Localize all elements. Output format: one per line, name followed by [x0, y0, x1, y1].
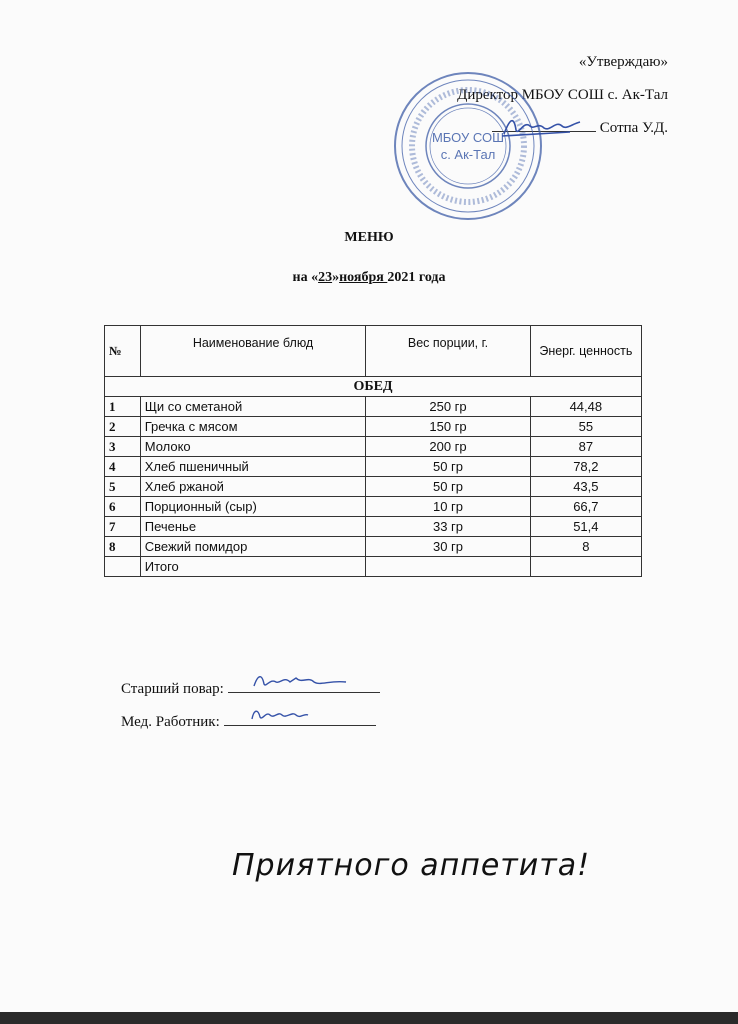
table-header-row: [105, 326, 642, 377]
medic-signature: [248, 703, 312, 725]
cook-signature: [250, 670, 348, 692]
dish-name: Печенье: [140, 517, 366, 537]
energy-value: 66,7: [530, 497, 641, 517]
portion-weight: 10 гр: [366, 497, 530, 517]
table-row: [105, 437, 642, 457]
row-number: 7: [105, 517, 141, 537]
energy-value: 51,4: [530, 517, 641, 537]
section-row: [105, 377, 642, 397]
school-stamp: [392, 70, 544, 222]
row-number: 6: [105, 497, 141, 517]
header-num: №: [105, 326, 141, 377]
portion-weight: 250 гр: [366, 397, 530, 417]
total-cell: [366, 557, 530, 577]
table-row: [105, 497, 642, 517]
director-label: Директор МБОУ СОШ с. Ак-Тал: [457, 87, 668, 103]
row-number: 1: [105, 397, 141, 417]
table-row: [105, 417, 642, 437]
dish-name: Щи со сметаной: [140, 397, 366, 417]
director-signature: [500, 112, 582, 142]
table-row: [105, 517, 642, 537]
portion-weight: 30 гр: [366, 537, 530, 557]
date-day: 23: [318, 270, 333, 285]
portion-weight: 50 гр: [366, 477, 530, 497]
energy-value: 43,5: [530, 477, 641, 497]
dish-name: Гречка с мясом: [140, 417, 366, 437]
table-row: [105, 457, 642, 477]
row-number: 4: [105, 457, 141, 477]
dish-name: Хлеб пшеничный: [140, 457, 366, 477]
section-label: ОБЕД: [105, 377, 642, 397]
dish-name: Порционный (сыр): [140, 497, 366, 517]
medic-label: Мед. Работник:: [121, 714, 220, 730]
table-row: [105, 477, 642, 497]
menu-table: [104, 325, 642, 577]
energy-value: 78,2: [530, 457, 641, 477]
date-prefix: на «: [292, 270, 319, 285]
scan-edge-bar: [0, 1012, 738, 1024]
stamp-text-1: МБОУ СОШ: [431, 130, 505, 145]
energy-value: 8: [530, 537, 641, 557]
portion-weight: 200 гр: [366, 437, 530, 457]
date-year: 2021 года: [387, 270, 446, 285]
row-number: 5: [105, 477, 141, 497]
total-label: Итого: [140, 557, 366, 577]
header-weight: Вес порции, г.: [366, 326, 530, 377]
row-number: 8: [105, 537, 141, 557]
menu-date: [0, 270, 738, 286]
header-name: Наименование блюд: [140, 326, 366, 377]
cook-label: Старший повар:: [121, 681, 224, 697]
table-row: [105, 537, 642, 557]
portion-weight: 50 гр: [366, 457, 530, 477]
greeting-text: Приятного аппетита!: [232, 848, 591, 883]
date-month: ноября: [339, 270, 388, 285]
energy-value: 44,48: [530, 397, 641, 417]
dish-name: Хлеб ржаной: [140, 477, 366, 497]
total-cell: [105, 557, 141, 577]
total-cell: [530, 557, 641, 577]
energy-value: 55: [530, 417, 641, 437]
director-name: Сотпа У.Д.: [599, 120, 668, 136]
stamp-text-2: с. Ак-Тал: [440, 147, 496, 162]
dish-name: Молоко: [140, 437, 366, 457]
energy-value: 87: [530, 437, 641, 457]
portion-weight: 150 гр: [366, 417, 530, 437]
row-number: 2: [105, 417, 141, 437]
total-row: [105, 557, 642, 577]
header-energy: Энерг. ценность: [530, 326, 641, 377]
row-number: 3: [105, 437, 141, 457]
dish-name: Свежий помидор: [140, 537, 366, 557]
approve-label: «Утверждаю»: [578, 54, 668, 70]
portion-weight: 33 гр: [366, 517, 530, 537]
menu-title: МЕНЮ: [344, 230, 394, 245]
date-day-suffix: »: [332, 270, 340, 285]
table-row: [105, 397, 642, 417]
